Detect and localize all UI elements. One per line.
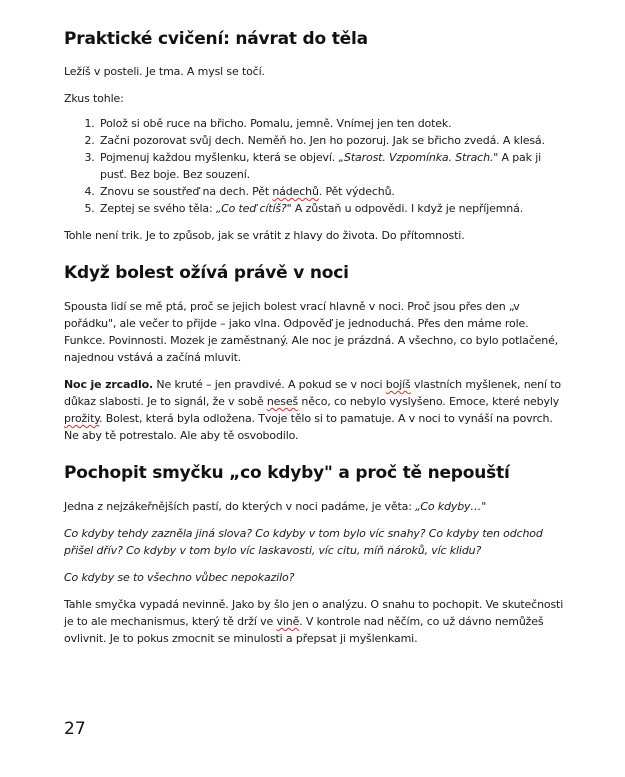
page-number: 27 [64, 719, 86, 739]
section-heading: Když bolest ožívá právě v noci [64, 263, 349, 283]
paragraph: Jedna z nejzákeřnějších pastí, do kterých v noci padáme, je věta: „Co kdyby…" [64, 500, 487, 513]
paragraph: Co kdyby tehdy zazněla jiná slova? Co kdyby v tom bylo víc snahy? Co kdyby ten odchod přišel dřív? Co kdyby v tom bylo víc laskavosti, víc citu, míň nároků, víc klidu? [64, 527, 543, 557]
paragraph: Tohle není trik. Je to způsob, jak se vrátit z hlavy do života. Do přítomnosti. [64, 229, 465, 242]
paragraph: Zkus tohle: [64, 92, 124, 105]
paragraph: Co kdyby se to všechno vůbec nepokazilo? [64, 571, 295, 584]
document-page [64, 28, 564, 657]
list-item: 1. Polož si obě ruce na břicho. Pomalu, jemně. Vnímej jen ten dotek. [98, 115, 564, 132]
paragraph: Noc je zrcadlo. Ne kruté – jen pravdivé. A pokud se v noci bojíš vlastních myšlenek, není to důkaz slabosti. Je to signál, že v sobě neseš něco, co nebylo vyslyšeno. Emoce, které nebyly prožity. Bolest, která byla odložena. Tvoje tělo si to pamatuje. A v noci to vynáší na povrch. Ne aby tě potrestalo. Ale aby tě osvobodilo. [64, 378, 561, 442]
paragraph: Ležíš v posteli. Je tma. A mysl se točí. [64, 65, 265, 78]
section-heading: Praktické cvičení: návrat do těla [64, 29, 368, 49]
list-item: 4. Znovu se soustřeď na dech. Pět nádechů. Pět výdechů. [98, 183, 564, 200]
exercise-steps [64, 115, 564, 217]
paragraph: Spousta lidí se mě ptá, proč se jejich bolest vrací hlavně v noci. Proč jsou přes den „v pořádku", ale večer to přijde – jako vlna. Odpověď je jednoduchá. Přes den máme role. Funkce. Povinnosti. Mozek je zaměstnaný. Ale noc je prázdná. A všechno, co bylo potlačené, najednou vstává a začíná mluvit. [64, 300, 559, 364]
section-heading: Pochopit smyčku „co kdyby" a proč tě nepouští [64, 463, 510, 483]
list-item: 2. Začni pozorovat svůj dech. Neměň ho. Jen ho pozoruj. Jak se břicho zvedá. A klesá. [98, 132, 564, 149]
paragraph: Tahle smyčka vypadá nevinně. Jako by šlo jen o analýzu. O snahu to pochopit. Ve skutečnosti je to ale mechanismus, který tě drží ve vině. V kontrole nad něčím, co už dávno nemůžeš ovlivnit. Je to pokus zmocnit se minulosti a přepsat ji myšlenkami. [64, 598, 564, 645]
list-item: 5. Zeptej se svého těla: „Co teď cítíš?" A zůstaň u odpovědi. I když je nepříjemná. [98, 200, 564, 217]
list-item: 3. Pojmenuj každou myšlenku, která se objeví. „Starost. Vzpomínka. Strach." A pak ji pusť. Bez boje. Bez souzení. [98, 149, 564, 183]
